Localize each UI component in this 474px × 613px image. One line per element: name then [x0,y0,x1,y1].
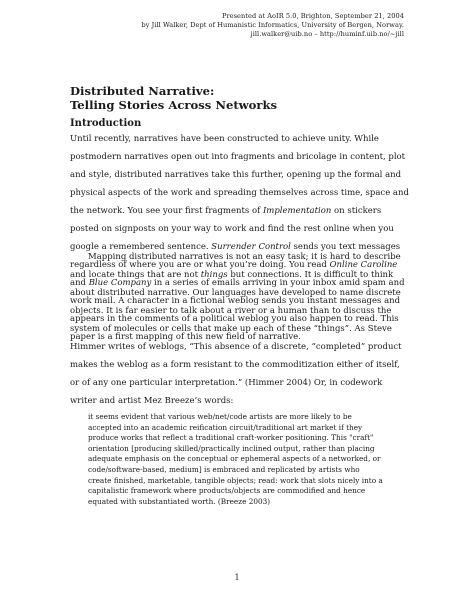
header-line-conference: Presented at AoIR 5.0, Brighton, September 21, 2004 [221,12,404,20]
p2-line: Himmer writes of weblogs, “This absence of a discrete, “completed” product [70,342,402,352]
block-quote-breeze [88,412,403,507]
p1-line: regardless of where you are or what you’re doing. You read Online Caroline [70,260,398,270]
p2-line: writer and artist Mez Breeze’s words: [70,396,234,406]
quote-line: it seems evident that various web/net/code artists are more likely to be [88,412,352,421]
page-number: 1 [234,573,240,582]
paragraph-2 [70,248,415,410]
p2-line: objects. It is far easier to talk about a river or a human than to discuss the [70,306,392,316]
p2-line: and locate things that are not things but connections. It is difficult to think [70,270,394,280]
quote-line: code/software-based, medium] is embraced and replicated by artists who [88,464,360,474]
p2-line: or of any one particular interpretation.” (Himmer 2004) Or, in codework [70,378,383,388]
title-line-1: Distributed Narrative: [70,84,215,98]
title-online-caroline: Online Caroline [329,260,398,270]
p1-line: posted on signposts on your way to work and find the rest online when you [70,224,394,234]
p1-line: Until recently, narratives have been constructed to achieve unity. While [70,134,379,144]
quote-line: accepted into an academic reification circuit/traditional art market if they [88,422,363,432]
p1-line: google a remembered sentence. Surrender Control sends you text messages [70,242,401,252]
p2-line: makes the weblog as a form resistant to the commoditization either of itself, [70,360,400,370]
header-line-author: by Jill Walker, Dept of Humanistic Informatics, University of Bergen, Norway. [141,21,404,29]
title-implementation: Implementation [262,206,332,216]
p1-line: physical aspects of the work and spreading themselves across time, space and [70,188,409,198]
quote-line: create finished, marketable, tangible objects; read: work that slots nicely into a [88,475,383,485]
p2-line: system of molecules or cells that make up each of these “things”. As Steve [70,324,392,334]
p1-line: the network. You see your first fragments of Implementation on stickers [70,206,382,216]
quote-line: equated with substantiated worth. (Breeze 2003) [88,496,271,506]
quote-line: capitalistic framework where products/objects are commodified and hence [88,486,366,496]
quote-line: produce works that reflect a traditional craft-worker positioning. This "craft" [88,433,374,443]
p1-line: and style, distributed narratives take this further, opening up the formal and [70,170,402,180]
p1-line: work mail. A character in a fictional weblog sends you instant messages and [70,296,401,306]
p1-line: appears in the comments of a political weblog you also happen to read. This [70,314,399,324]
title-line-2: Telling Stories Across Networks [70,98,278,112]
section-heading-introduction: Introduction [70,118,142,129]
p1-line: paper is a first mapping of this new field of narrative. [70,332,301,342]
emphasis-things: things [200,270,228,280]
quote-line: orientation [producing skilled/practically inclined output, rather than placing [88,443,375,453]
p1-line: and Blue Company in a series of emails arriving in your inbox amid spam and [70,278,405,288]
conference-header [141,12,404,39]
header-line-contact: jill.walker@uib.no – http://huminf.uib.no/~jill [250,30,404,38]
p1-line: postmodern narratives open out into fragments and bricolage in content, plot [70,152,406,162]
title-blue-company: Blue Company [88,278,152,288]
quote-line: adequate emphasis on the conceptual or ephemeral aspects of a networked, or [88,454,381,464]
title-surrender-control: Surrender Control [211,242,291,252]
p2-line: Mapping distributed narratives is not an easy task; it is hard to describe [88,252,401,262]
p2-line: about distributed narrative. Our languages have developed to name discrete [70,288,401,298]
paper-title [70,84,277,112]
